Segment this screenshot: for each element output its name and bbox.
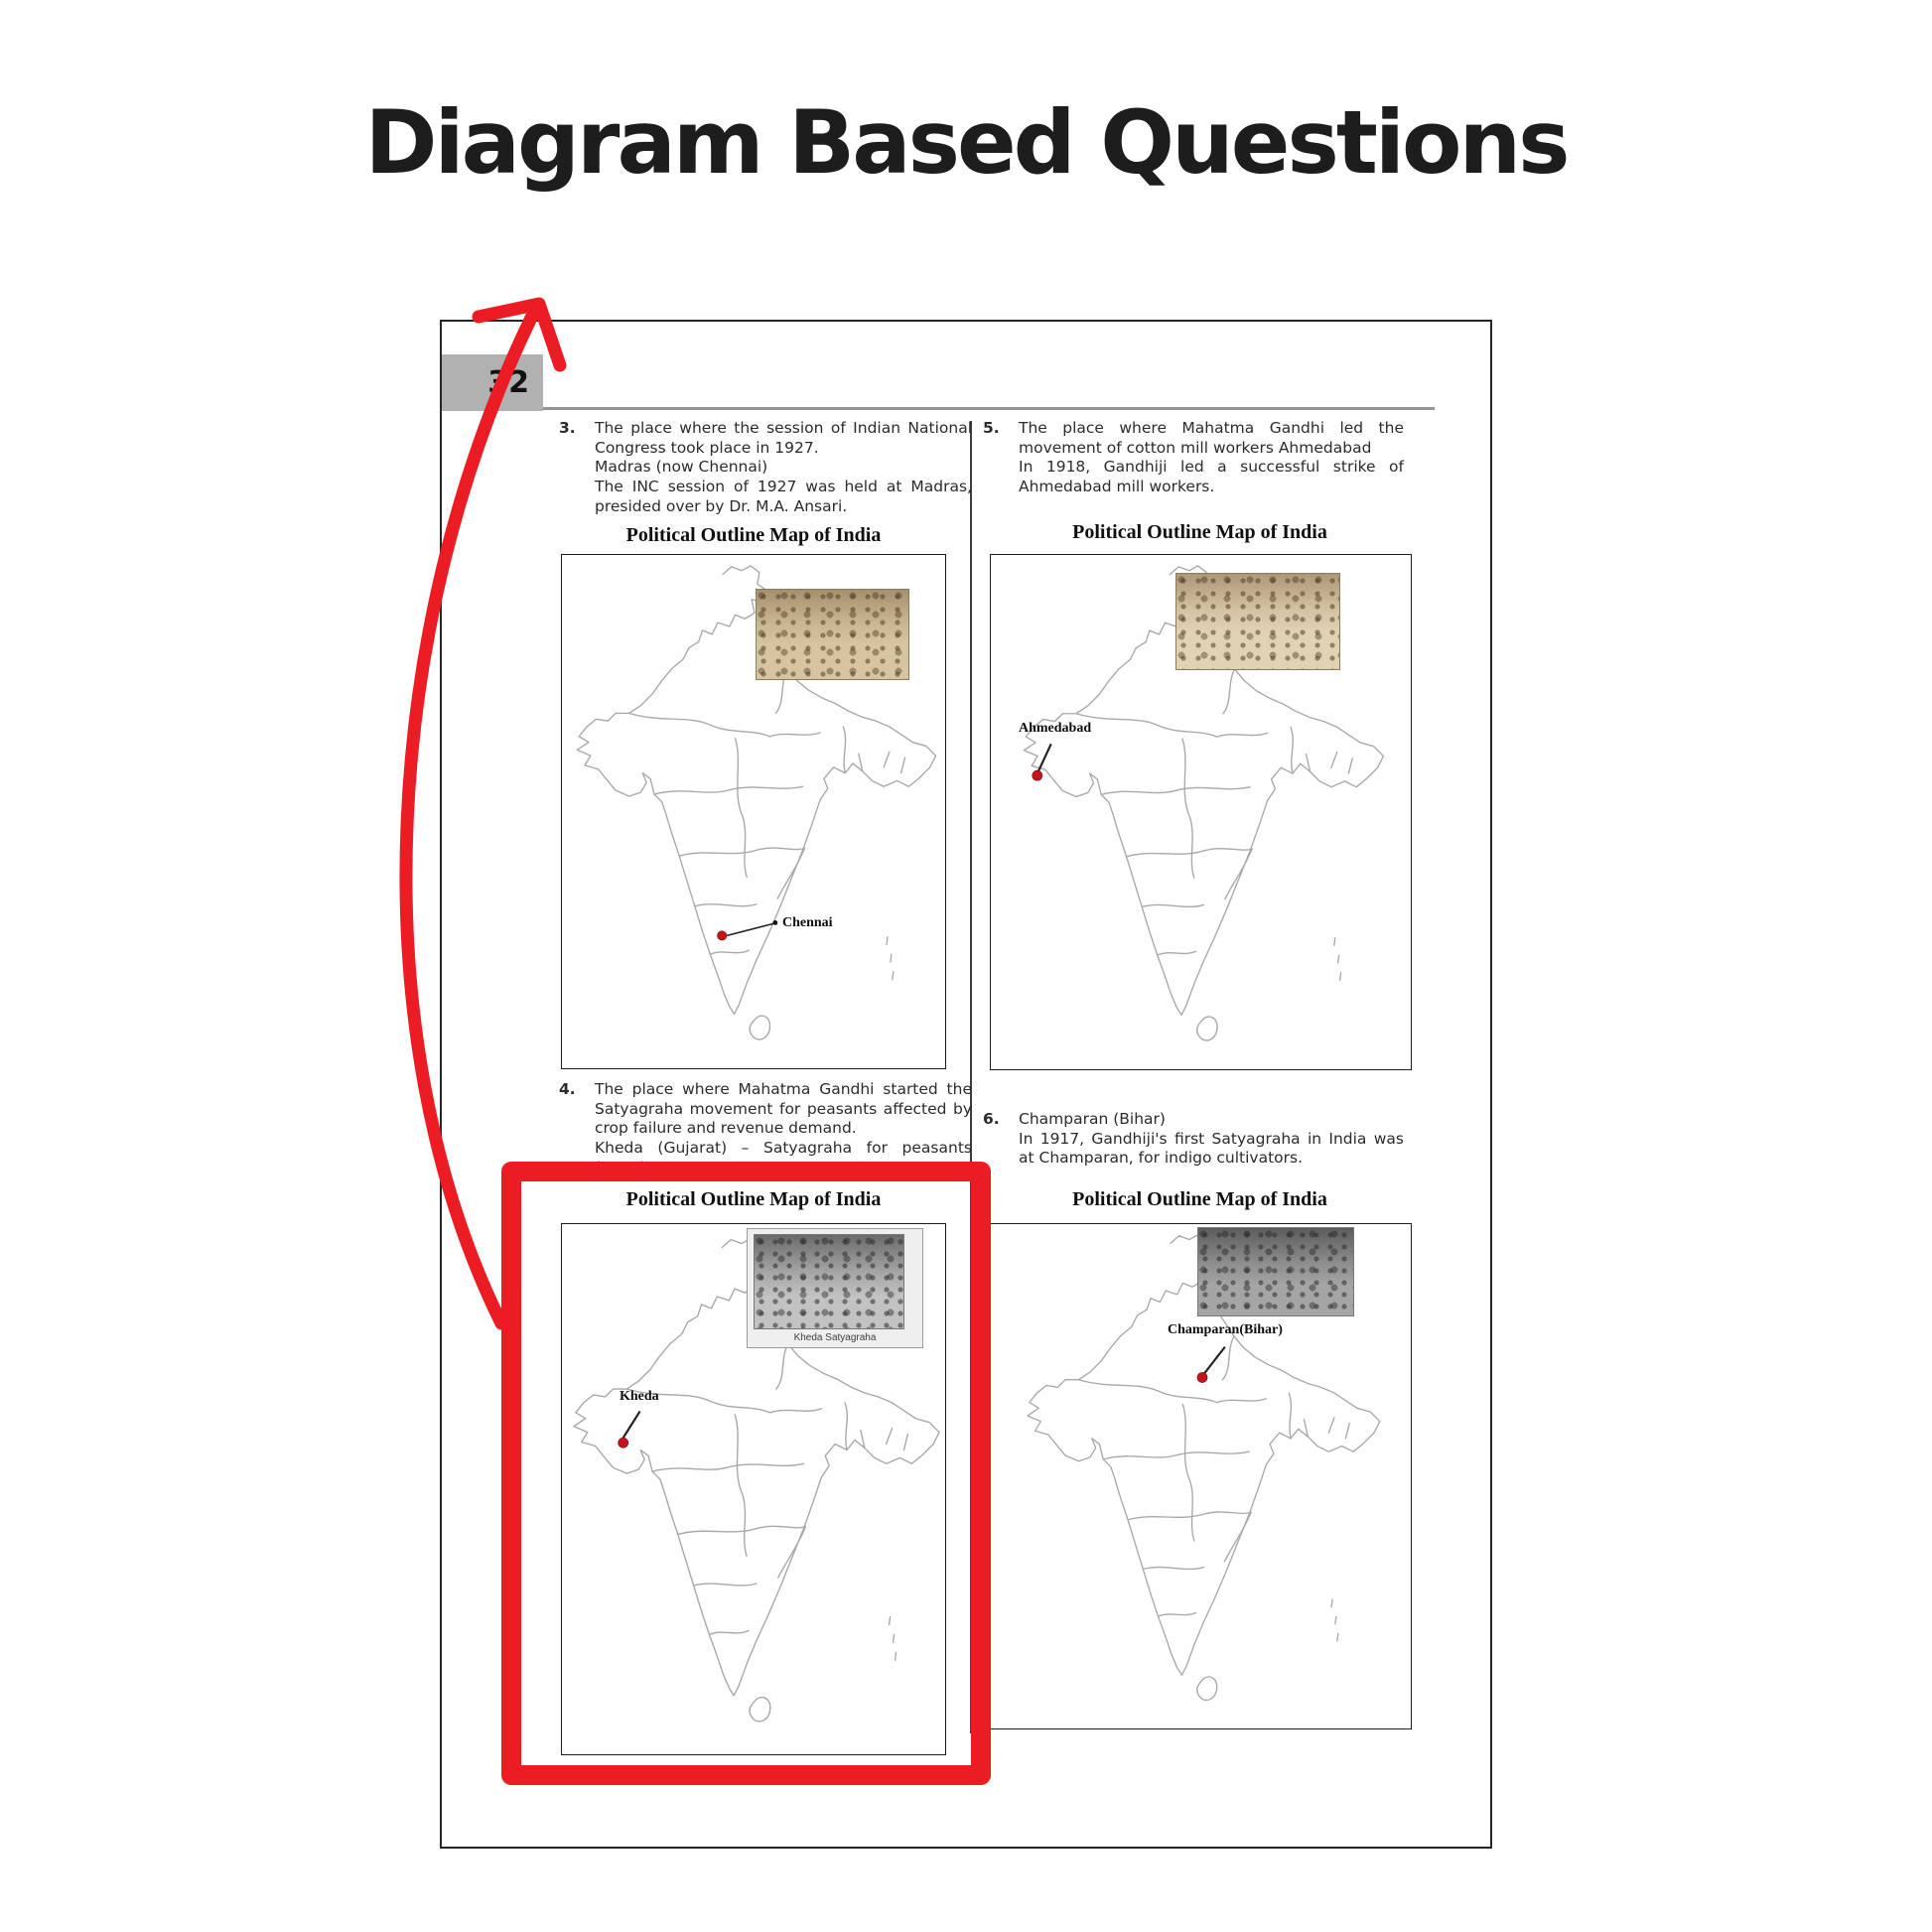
map-4-champaran [990, 1223, 1412, 1729]
question-3 [559, 419, 972, 516]
question-5-number: 5. [983, 419, 1000, 437]
marker-label-kheda: Kheda [620, 1389, 659, 1404]
question-6-text: Champaran (Bihar) [1019, 1110, 1166, 1128]
question-5-body [1019, 419, 1404, 497]
map-4-title: Political Outline Map of India [1072, 1188, 1327, 1210]
kheda-photo-caption: Kheda Satyagraha [793, 1332, 877, 1343]
question-4-text: The place where Mahatma Gandhi started the Satyagraha movement for peasants affected by crop failure and revenue demand. [595, 1080, 972, 1138]
chennai-marker [562, 555, 945, 1068]
map-2-ahmedabad [990, 554, 1412, 1070]
highlight-rectangle [501, 1162, 991, 1785]
marker-label-ahmedabad: Ahmedabad [1019, 721, 1092, 736]
question-5-note: In 1918, Gandhiji led a successful strike of Ahmedabad mill workers. [1019, 458, 1404, 496]
question-3-number: 3. [559, 419, 576, 437]
question-6-body [1019, 1110, 1404, 1169]
page-number-box [442, 354, 543, 411]
question-3-answer: Madras (now Chennai) [595, 458, 768, 477]
map-1-inc-session [561, 554, 946, 1069]
page-number: 32 [487, 365, 529, 400]
page-title: Diagram Based Questions [364, 91, 1568, 194]
question-6 [983, 1110, 1404, 1169]
marker-label-champaran: Champaran(Bihar) [1168, 1322, 1283, 1337]
header-rule [543, 407, 1435, 410]
map-3-title: Political Outline Map of India [625, 1188, 882, 1210]
map-1-title: Political Outline Map of India [625, 524, 882, 546]
ahmedabad-marker [991, 555, 1411, 1069]
question-3-text: The place where the session of Indian National Congress took place in 1927. [595, 419, 972, 457]
question-6-note: In 1917, Gandhiji's first Satyagraha in India was at Champaran, for indigo cultivators. [1019, 1129, 1404, 1168]
question-4-answer: Kheda (Gujarat) – Satyagraha for peasants (1918) [595, 1139, 972, 1176]
question-5 [983, 419, 1404, 497]
marker-label-chennai: Chennai [782, 915, 833, 930]
champaran-marker [991, 1224, 1411, 1728]
question-3-body [595, 419, 972, 516]
question-3-note: The INC session of 1927 was held at Madras, presided over by Dr. M.A. Ansari. [595, 478, 972, 515]
question-6-number: 6. [983, 1110, 1000, 1128]
question-4-number: 4. [559, 1080, 576, 1098]
question-5-text: The place where Mahatma Gandhi led the movement of cotton mill workers Ahmedabad [1019, 419, 1404, 457]
map-2-title: Political Outline Map of India [1072, 521, 1327, 543]
